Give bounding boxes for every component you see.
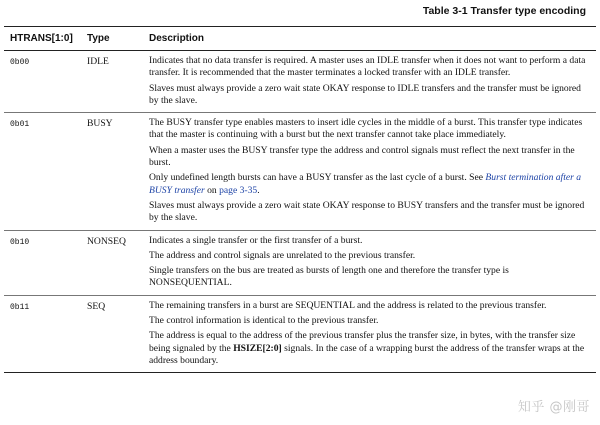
header-type: Type	[87, 33, 110, 44]
description-cell	[141, 117, 596, 227]
description-cell	[141, 235, 596, 293]
text-segment: The address is equal to the address of the previous transfer plus the transfer size, in bytes, with the transfer size being signaled by the	[149, 330, 576, 354]
table-header-row	[4, 27, 596, 51]
code-cell: 0b00	[10, 58, 30, 67]
hsize-signal: HSIZE[2:0]	[233, 342, 282, 354]
description-paragraph: Single transfers on the bus are treated as bursts of length one and therefore the transfer type is NONSEQUENTIAL.	[149, 265, 509, 289]
description-paragraph: When a master uses the BUSY transfer type the address and control signals must reflect the next transfer in the burst.	[149, 144, 575, 169]
header-description: Description	[149, 33, 205, 44]
description-paragraph: The BUSY transfer type enables masters to insert idle cycles in the middle of a burst. This transfer type indicates that the master is continuing with a burst but the next transfer cannot take place immediately.	[149, 117, 583, 141]
description-paragraph: The address and control signals are unrelated to the previous transfer.	[149, 249, 416, 261]
code-cell: 0b10	[10, 237, 30, 247]
description-paragraph: The control information is identical to the previous transfer.	[149, 315, 379, 327]
type-cell: SEQ	[87, 300, 106, 312]
table-row-idle	[4, 51, 596, 113]
table-caption: Table 3-1 Transfer type encoding	[422, 5, 586, 17]
transfer-type-table	[4, 26, 596, 373]
text-segment: .	[257, 184, 260, 196]
code-cell: 0b01	[10, 120, 30, 130]
watermark: 知乎 @刚哥	[517, 400, 590, 415]
description-paragraph: Indicates that no data transfer is required. A master uses an IDLE transfer when it does not want to perform a data transfer. It is recommended that the master terminates a locked transfer with an IDLE transfer.	[149, 55, 586, 79]
description-paragraph	[149, 330, 588, 367]
text-segment: signals. In the case of a wrapping burst the address of the transfer wraps at the address boundary.	[149, 342, 585, 366]
description-cell	[141, 55, 596, 110]
description-paragraph	[149, 172, 588, 197]
table-row-seq	[4, 296, 596, 373]
text-segment: Only undefined length bursts can have a BUSY transfer as the last cycle of a burst. See	[149, 172, 486, 184]
type-cell: BUSY	[87, 118, 113, 130]
text-segment: on	[204, 184, 220, 196]
table-row-nonseq	[4, 231, 596, 296]
table-row-busy	[4, 113, 596, 230]
description-paragraph: Indicates a single transfer or the first transfer of a burst.	[149, 234, 363, 246]
code-cell: 0b11	[10, 302, 30, 312]
type-cell: NONSEQ	[87, 235, 126, 247]
description-paragraph: The remaining transfers in a burst are SEQUENTIAL and the address is related to the previous transfer.	[149, 299, 547, 311]
type-cell: IDLE	[87, 56, 109, 67]
burst-termination-link[interactable]: Burst termination after a BUSY transfer	[149, 172, 582, 196]
description-paragraph: Slaves must always provide a zero wait state OKAY response to IDLE transfers and the transfer must be ignored by the slave.	[149, 82, 581, 106]
header-htrans: HTRANS[1:0]	[10, 33, 73, 44]
description-cell	[141, 300, 596, 370]
page-ref-link[interactable]: page 3-35	[219, 184, 258, 196]
description-paragraph: Slaves must always provide a zero wait state OKAY response to BUSY transfers and the transfer must be ignored by the slave.	[149, 199, 585, 224]
